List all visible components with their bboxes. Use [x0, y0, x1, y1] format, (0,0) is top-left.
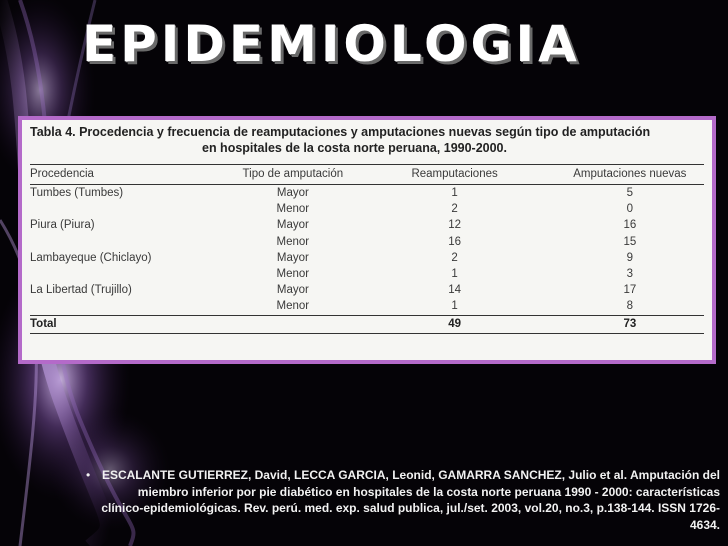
- table-row: [30, 250, 704, 266]
- table-total-row: [30, 315, 704, 333]
- cell-tipo: Mayor: [276, 251, 309, 264]
- table-row: [30, 298, 704, 315]
- header-reamputaciones: Reamputaciones: [354, 165, 556, 185]
- cell-tipo: Menor: [276, 203, 310, 216]
- cell-amputaciones: 0: [626, 203, 634, 216]
- cell-reamputaciones: 14: [448, 284, 461, 297]
- table-caption-line2: en hospitales de la costa norte peruana, 1990-2000.: [202, 141, 507, 155]
- total-reamputaciones: 49: [354, 315, 556, 333]
- table-row: [30, 185, 704, 202]
- cell-procedencia: [30, 298, 232, 315]
- bullet-marker: •: [86, 468, 91, 482]
- table-figure: [18, 116, 716, 364]
- cell-reamputaciones: 1: [451, 300, 458, 313]
- table-caption: [30, 124, 704, 156]
- table-panel: [22, 120, 712, 360]
- cell-amputaciones: 17: [623, 284, 637, 297]
- table-row: [30, 282, 704, 298]
- header-procedencia: Procedencia: [30, 165, 232, 185]
- cell-procedencia: La Libertad (Trujillo): [30, 284, 132, 297]
- total-amputaciones: 73: [556, 315, 704, 333]
- table-header-row: [30, 165, 704, 185]
- cell-tipo: Menor: [276, 268, 310, 281]
- cell-amputaciones: 9: [626, 251, 634, 264]
- cell-procedencia: [30, 266, 232, 282]
- cell-procedencia: Lambayeque (Chiclayo): [30, 251, 152, 264]
- cell-procedencia: Piura (Piura): [30, 219, 95, 232]
- cell-reamputaciones: 2: [451, 203, 458, 216]
- cell-amputaciones: 16: [623, 219, 637, 232]
- cell-amputaciones: 8: [626, 300, 634, 313]
- cell-reamputaciones: 16: [448, 235, 461, 248]
- header-tipo: Tipo de amputación: [232, 165, 353, 185]
- cell-reamputaciones: 12: [448, 219, 461, 232]
- cell-tipo: Mayor: [276, 219, 309, 232]
- cell-tipo: Menor: [276, 300, 310, 313]
- table-row: [30, 201, 704, 217]
- table-caption-line1: Tabla 4. Procedencia y frecuencia de reamputaciones y amputaciones nuevas según tipo de amputación: [30, 125, 651, 139]
- cell-amputaciones: 5: [626, 187, 634, 199]
- cell-reamputaciones: 1: [451, 268, 458, 281]
- header-amputaciones: Amputaciones nuevas: [556, 165, 704, 185]
- table-row: [30, 266, 704, 282]
- cell-amputaciones: 3: [626, 268, 634, 281]
- total-tipo-empty: [232, 315, 353, 333]
- cell-procedencia: Tumbes (Tumbes): [30, 187, 124, 199]
- cell-tipo: Mayor: [276, 284, 309, 297]
- cell-amputaciones: 15: [623, 235, 637, 248]
- cell-reamputaciones: 2: [451, 251, 458, 264]
- total-label: Total: [30, 315, 232, 333]
- amputation-table: [30, 164, 704, 334]
- cell-procedencia: [30, 201, 232, 217]
- cell-reamputaciones: 1: [451, 187, 458, 199]
- table-row: [30, 234, 704, 250]
- cell-tipo: Menor: [276, 235, 310, 248]
- reference-citation: ESCALANTE GUTIERREZ, David, LECCA GARCIA, Leonid, GAMARRA SANCHEZ, Julio et al. Amputación del miembro inferior por pie diabético en hospitales de la costa norte peruana 1990 - 2000: características clínico-epidemiológicas. Rev. perú. med. exp. salud publica, jul./set. 2003, vol.20, no.3, p.138-144. ISSN 1726-4634.: [101, 468, 720, 532]
- table-row: [30, 217, 704, 233]
- cell-tipo: Mayor: [276, 187, 309, 199]
- cell-procedencia: [30, 234, 232, 250]
- slide-title: EPIDEMIOLOGIA: [82, 15, 581, 73]
